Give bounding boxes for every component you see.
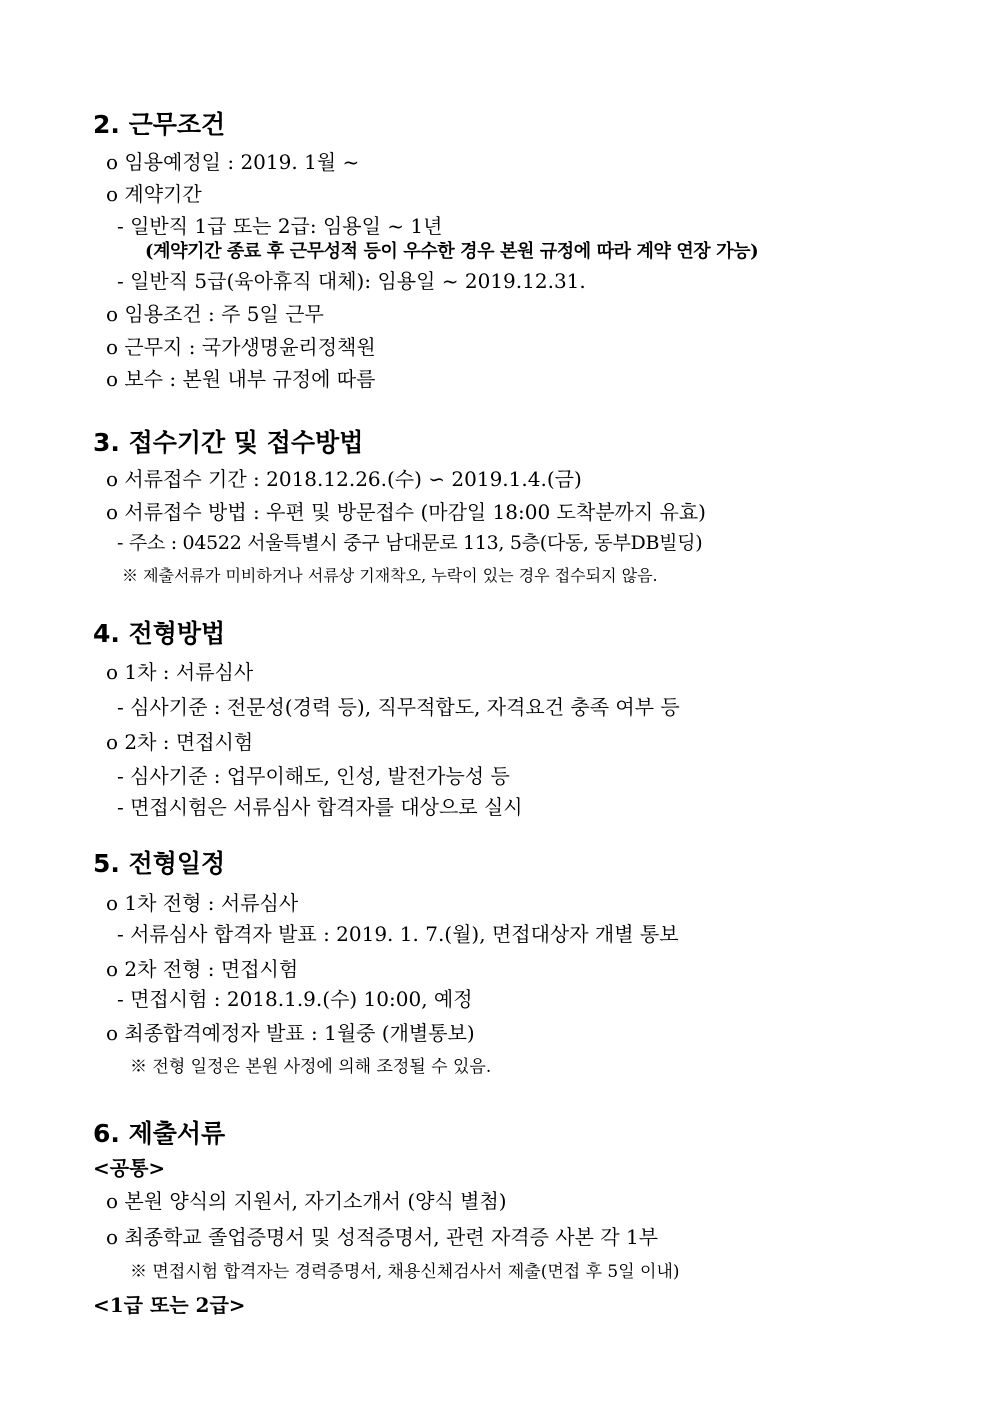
common-documents-heading: <공통>: [93, 1156, 166, 1180]
first-stage-criteria: - 심사기준 : 전문성(경력 등), 직무적합도, 자격요건 충족 여부 등: [117, 695, 680, 719]
first-stage-item: o 1차 : 서류심사: [106, 660, 254, 684]
section-2-title: 2. 근무조건: [93, 110, 226, 139]
section-4-title: 4. 전형방법: [93, 619, 226, 648]
grade12-documents-heading: <1급 또는 2급>: [93, 1293, 246, 1317]
grade5-period: - 일반직 5급(육아휴직 대체): 임용일 ~ 2019.12.31.: [117, 269, 586, 293]
employment-condition-item: o 임용조건 : 주 5일 근무: [106, 302, 324, 326]
workplace-item: o 근무지 : 국가생명윤리정책원: [106, 335, 376, 359]
schedule-interview: - 면접시험 : 2018.1.9.(수) 10:00, 예정: [117, 987, 473, 1011]
application-period-item: o 서류접수 기간 : 2018.12.26.(수) ∽ 2019.1.4.(금): [106, 467, 582, 491]
start-date-item: o 임용예정일 : 2019. 1월 ~: [106, 150, 360, 174]
section-3-title: 3. 접수기간 및 접수방법: [93, 428, 364, 457]
address-line: - 주소 : 04522 서울특별시 중구 남대문로 113, 5층(다동, 동부DB빌딩): [117, 532, 703, 554]
documents-note: ※ 면접시험 합격자는 경력증명서, 채용신체검사서 제출(면접 후 5일 이내): [130, 1262, 680, 1282]
final-announcement-item: o 최종합격예정자 발표 : 1월중 (개별통보): [106, 1021, 475, 1045]
application-note: ※ 제출서류가 미비하거나 서류상 기재착오, 누락이 있는 경우 접수되지 않음.: [122, 566, 658, 585]
schedule-second-item: o 2차 전형 : 면접시험: [106, 957, 299, 981]
schedule-first-result: - 서류심사 합격자 발표 : 2019. 1. 7.(월), 면접대상자 개별 통보: [117, 922, 679, 946]
pay-item: o 보수 : 본원 내부 규정에 따름: [106, 367, 376, 391]
second-stage-criteria: - 심사기준 : 업무이해도, 인성, 발전가능성 등: [117, 764, 510, 788]
application-method-item: o 서류접수 방법 : 우편 및 방문접수 (마감일 18:00 도착분까지 유효): [106, 500, 706, 524]
application-form-item: o 본원 양식의 지원서, 자기소개서 (양식 별첨): [106, 1189, 507, 1213]
grade12-extension-note: (계약기간 종료 후 근무성적 등이 우수한 경우 본원 규정에 따라 계약 연장 가능): [145, 241, 759, 262]
schedule-note: ※ 전형 일정은 본원 사정에 의해 조정될 수 있음.: [130, 1057, 492, 1077]
second-stage-target: - 면접시험은 서류심사 합격자를 대상으로 실시: [117, 795, 523, 819]
contract-period-item: o 계약기간: [106, 182, 202, 206]
certificates-item: o 최종학교 졸업증명서 및 성적증명서, 관련 자격증 사본 각 1부: [106, 1225, 659, 1249]
section-6-title: 6. 제출서류: [93, 1119, 226, 1148]
schedule-first-item: o 1차 전형 : 서류심사: [106, 891, 299, 915]
section-5-title: 5. 전형일정: [93, 849, 226, 878]
second-stage-item: o 2차 : 면접시험: [106, 730, 254, 754]
grade12-period: - 일반직 1급 또는 2급: 임용일 ~ 1년: [117, 214, 443, 238]
